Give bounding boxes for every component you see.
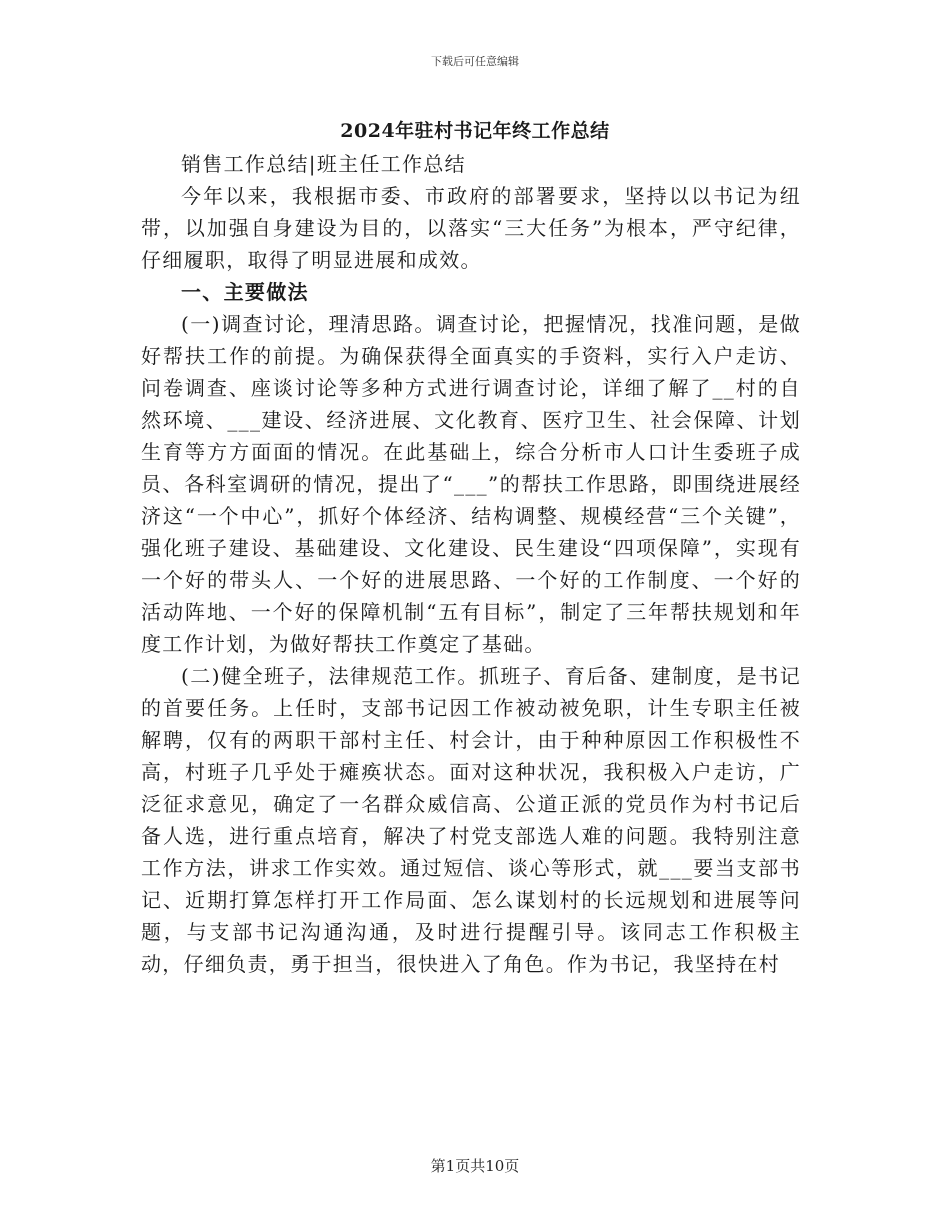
document-title: 2024年驻村书记年终工作总结: [340, 120, 610, 142]
paragraph-research: (一)调查讨论，理清思路。调查讨论，把握情况，找准问题，是做好帮扶工作的前提。为确保获得全面真实的手资料，实行入户走访、问卷调查、座谈讨论等多种方式进行调查讨论，详细了解了__村的自然环境、___建设、经济进展、文化教育、医疗卫生、社会保障、计划生育等方方面面的情况。在此基础上，综合分析市人口计生委班子成员、各科室调研的情况，提出了“___”的帮扶工作思路，即围绕进展经济这“一个中心”，抓好个体经济、结构调整、规模经营“三个关键”，强化班子建设、基础建设、文化建设、民生建设“四项保障”，实现有一个好的带头人、一个好的进展思路、一个好的工作制度、一个好的活动阵地、一个好的保障机制“五有目标”，制定了三年帮扶规划和年度工作计划，为做好帮扶工作奠定了基础。: [141, 312, 801, 656]
paragraph-team: (二)健全班子，法律规范工作。抓班子、育后备、建制度，是书记的首要任务。上任时，支部书记因工作被动被免职，计生专职主任被解聘，仅有的两职干部村主任、村会计，由于种种原因工作积极性不高，村班子几乎处于瘫痪状态。面对这种状况，我积极入户走访，广泛征求意见，确定了一名群众威信高、公道正派的党员作为村书记后备人选，进行重点培育，解决了村党支部选人难的问题。我特别注意工作方法，讲求工作实效。通过短信、谈心等形式，就___要当支部书记、近期打算怎样打开工作局面、怎么谋划村的长远规划和进展等问题，与支部书记沟通沟通，及时进行提醒引导。该同志工作积极主动，仔细负责，勇于担当，很快进入了角色。作为书记，我坚持在村: [141, 664, 801, 976]
section-heading: 一、主要做法: [181, 280, 309, 304]
page-footer: 第1页共10页: [430, 1157, 520, 1175]
intro-paragraph: 今年以来，我根据市委、市政府的部署要求，坚持以以书记为纽带，以加强自身建设为目的，以落实“三大任务”为根本，严守纪律，仔细履职，取得了明显进展和成效。: [141, 184, 801, 272]
header-note: 下载后可任意编辑: [431, 55, 519, 68]
category-line: 销售工作总结|班主任工作总结: [181, 152, 466, 176]
document-body: [141, 148, 801, 980]
